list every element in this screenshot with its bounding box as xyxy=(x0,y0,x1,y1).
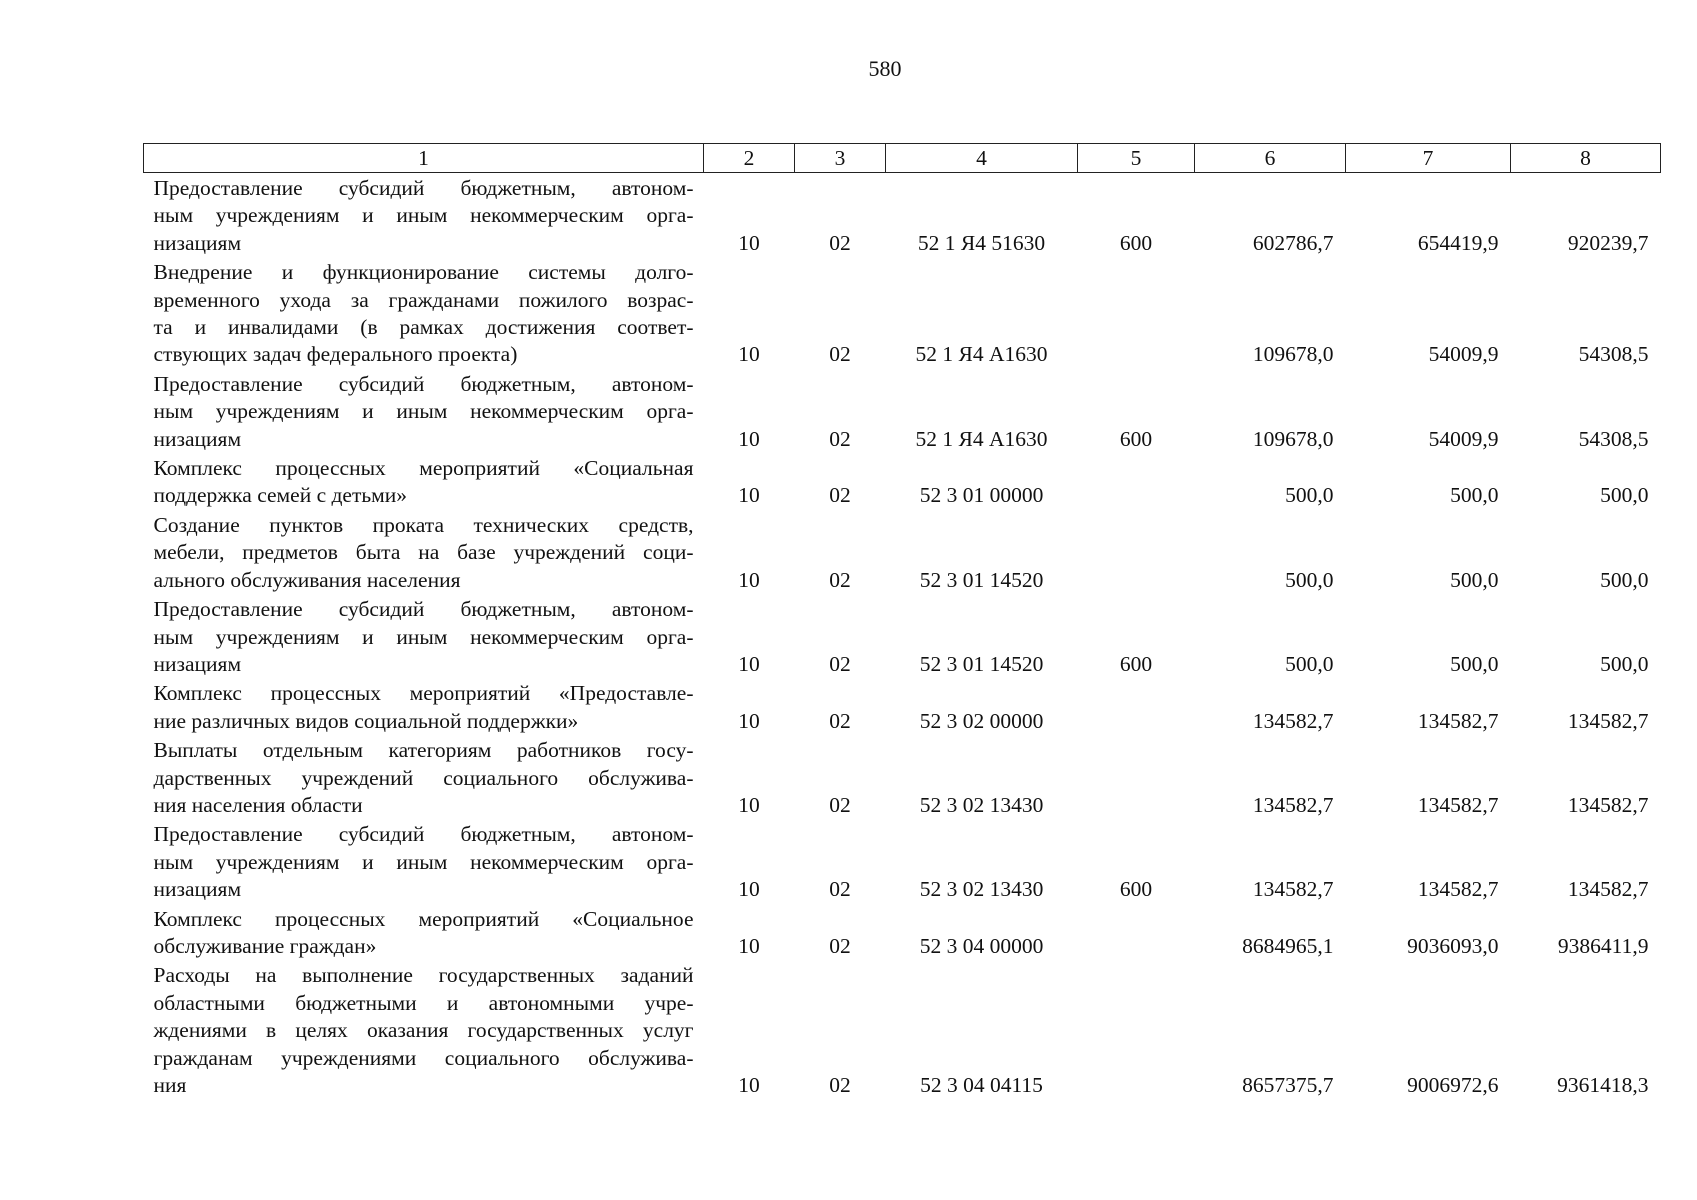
expense-type-code xyxy=(1078,960,1195,1099)
budget-table xyxy=(143,143,1661,1099)
row-name xyxy=(144,369,704,453)
subsection-code: 02 xyxy=(829,651,851,676)
target-article-code: 52 3 01 00000 xyxy=(919,483,1044,508)
amount-year-2: 54009,9 xyxy=(1428,426,1499,451)
header-cell-2: 2 xyxy=(704,144,795,173)
target-article-code: 52 3 01 14520 xyxy=(919,651,1044,676)
table-row xyxy=(144,594,1661,678)
amount-year-2: 654419,9 xyxy=(1417,230,1499,255)
amount-year-2: 134582,7 xyxy=(1417,877,1499,902)
expense-type-code xyxy=(1078,453,1195,510)
amount-year-1: 134582,7 xyxy=(1252,708,1334,733)
expense-type-code: 600 xyxy=(1119,651,1153,676)
subsection-code: 02 xyxy=(829,877,851,902)
page-number: 580 xyxy=(868,56,902,81)
amount-year-3: 134582,7 xyxy=(1567,877,1649,902)
row-name-line: Предоставление субсидий бюджетным, автоном- xyxy=(153,371,694,396)
row-name xyxy=(144,735,704,819)
row-name xyxy=(144,173,704,258)
section-code: 10 xyxy=(738,792,760,817)
target-article-code: 52 3 02 13430 xyxy=(919,877,1044,902)
row-name-line: Предоставление субсидий бюджетным, автоном- xyxy=(153,822,694,847)
amount-year-2: 9036093,0 xyxy=(1407,933,1499,958)
subsection-code: 02 xyxy=(829,567,851,592)
row-name-line: ального обслуживания населения xyxy=(153,567,461,592)
subsection-code: 02 xyxy=(829,342,851,367)
row-name-line: ние различных видов социальной поддержки» xyxy=(153,708,579,733)
section-code: 10 xyxy=(738,426,760,451)
amount-year-1: 500,0 xyxy=(1285,567,1334,592)
amount-year-1: 134582,7 xyxy=(1252,877,1334,902)
target-article-code: 52 3 04 04115 xyxy=(920,1073,1043,1097)
row-name-line: мебели, предметов быта на базе учреждений соци- xyxy=(153,540,694,565)
row-name-line: областными бюджетными и автономными учре- xyxy=(153,990,694,1015)
row-name-line: Комплекс процессных мероприятий «Социальное xyxy=(153,906,694,931)
row-name-line: ждениями в целях оказания государственных услуг xyxy=(153,1018,694,1043)
row-name-line: гражданам учреждениями социального обслужива- xyxy=(153,1045,694,1070)
amount-year-1: 8657375,7 xyxy=(1242,1073,1334,1097)
header-cell-1: 1 xyxy=(144,144,704,173)
row-name-line: ния xyxy=(153,1073,187,1097)
amount-year-2: 134582,7 xyxy=(1417,792,1499,817)
row-name-line: обслуживание граждан» xyxy=(153,933,377,958)
section-code: 10 xyxy=(738,877,760,902)
header-cell-7: 7 xyxy=(1346,144,1511,173)
section-code: 10 xyxy=(738,651,760,676)
amount-year-3: 500,0 xyxy=(1600,651,1649,676)
amount-year-1: 109678,0 xyxy=(1252,342,1334,367)
expense-type-code xyxy=(1078,257,1195,369)
header-cell-8: 8 xyxy=(1511,144,1661,173)
amount-year-2: 500,0 xyxy=(1450,483,1499,508)
expense-type-code xyxy=(1078,735,1195,819)
subsection-code: 02 xyxy=(829,933,851,958)
table-row xyxy=(144,510,1661,594)
row-name xyxy=(144,453,704,510)
amount-year-2: 9006972,6 xyxy=(1407,1073,1499,1097)
section-code: 10 xyxy=(738,1073,760,1097)
row-name-line: Создание пунктов проката технических средств, xyxy=(153,512,694,537)
row-name-line: Расходы на выполнение государственных заданий xyxy=(153,963,694,988)
target-article-code: 52 1 Я4 А1630 xyxy=(915,342,1048,367)
row-name-line: ным учреждениям и иным некоммерческим орга- xyxy=(153,624,694,649)
amount-year-2: 500,0 xyxy=(1450,567,1499,592)
row-name xyxy=(144,594,704,678)
row-name-line: Внедрение и функционирование системы долго- xyxy=(153,260,694,285)
table-row xyxy=(144,819,1661,903)
amount-year-1: 109678,0 xyxy=(1252,426,1334,451)
subsection-code: 02 xyxy=(829,792,851,817)
row-name-line: та и инвалидами (в рамках достижения соответ- xyxy=(153,315,694,340)
subsection-code: 02 xyxy=(829,1073,851,1097)
row-name-line: Предоставление субсидий бюджетным, автоном- xyxy=(153,176,694,200)
amount-year-3: 134582,7 xyxy=(1567,792,1649,817)
row-name-line: Комплекс процессных мероприятий «Социальная xyxy=(153,456,694,481)
amount-year-3: 500,0 xyxy=(1600,567,1649,592)
row-name xyxy=(144,960,704,1099)
row-name xyxy=(144,257,704,369)
target-article-code: 52 3 02 00000 xyxy=(919,708,1044,733)
amount-year-3: 9361418,3 xyxy=(1557,1073,1649,1097)
table-row xyxy=(144,735,1661,819)
header-cell-5: 5 xyxy=(1078,144,1195,173)
row-name xyxy=(144,678,704,735)
expense-type-code: 600 xyxy=(1119,426,1153,451)
amount-year-3: 54308,5 xyxy=(1578,342,1649,367)
header-cell-4: 4 xyxy=(886,144,1078,173)
amount-year-1: 500,0 xyxy=(1285,651,1334,676)
row-name-line: ствующих задач федерального проекта) xyxy=(153,342,518,367)
row-name-line: Комплекс процессных мероприятий «Предоставле- xyxy=(153,681,694,706)
row-name-line: поддержка семей с детьми» xyxy=(153,483,408,508)
table-row xyxy=(144,369,1661,453)
subsection-code: 02 xyxy=(829,426,851,451)
row-name-line: ным учреждениям и иным некоммерческим орга- xyxy=(153,399,694,424)
row-name-line: низациям xyxy=(153,651,242,676)
subsection-code: 02 xyxy=(829,708,851,733)
row-name-line: низациям xyxy=(153,230,242,255)
header-row xyxy=(144,144,1661,173)
row-name-line: Выплаты отдельным категориям работников госу- xyxy=(153,738,694,763)
expense-type-code: 600 xyxy=(1119,877,1153,902)
section-code: 10 xyxy=(738,708,760,733)
table-row xyxy=(144,453,1661,510)
row-name xyxy=(144,510,704,594)
amount-year-3: 920239,7 xyxy=(1567,230,1649,255)
amount-year-3: 54308,5 xyxy=(1578,426,1649,451)
section-code: 10 xyxy=(738,230,760,255)
amount-year-3: 500,0 xyxy=(1600,483,1649,508)
section-code: 10 xyxy=(738,933,760,958)
row-name-line: дарственных учреждений социального обслужива- xyxy=(153,765,694,790)
target-article-code: 52 3 01 14520 xyxy=(919,567,1044,592)
amount-year-1: 500,0 xyxy=(1285,483,1334,508)
header-cell-3: 3 xyxy=(795,144,886,173)
expense-type-code xyxy=(1078,510,1195,594)
amount-year-2: 54009,9 xyxy=(1428,342,1499,367)
subsection-code: 02 xyxy=(829,230,851,255)
amount-year-1: 134582,7 xyxy=(1252,792,1334,817)
row-name-line: низациям xyxy=(153,426,242,451)
amount-year-2: 134582,7 xyxy=(1417,708,1499,733)
section-code: 10 xyxy=(738,567,760,592)
row-name-line: Предоставление субсидий бюджетным, автоном- xyxy=(153,597,694,622)
row-name-line: временного ухода за гражданами пожилого возрас- xyxy=(153,287,694,312)
table-row xyxy=(144,173,1661,258)
expense-type-code xyxy=(1078,678,1195,735)
target-article-code: 52 1 Я4 А1630 xyxy=(915,426,1048,451)
expense-type-code xyxy=(1078,904,1195,961)
subsection-code: 02 xyxy=(829,483,851,508)
table-header xyxy=(144,144,1661,173)
row-name-line: ным учреждениям и иным некоммерческим орга- xyxy=(153,203,694,228)
table-row xyxy=(144,904,1661,961)
amount-year-3: 134582,7 xyxy=(1567,708,1649,733)
table-body xyxy=(144,173,1661,1100)
row-name xyxy=(144,904,704,961)
target-article-code: 52 3 02 13430 xyxy=(919,792,1044,817)
amount-year-1: 8684965,1 xyxy=(1242,933,1334,958)
amount-year-2: 500,0 xyxy=(1450,651,1499,676)
amount-year-1: 602786,7 xyxy=(1252,230,1334,255)
table-row xyxy=(144,678,1661,735)
section-code: 10 xyxy=(738,483,760,508)
amount-year-3: 9386411,9 xyxy=(1557,933,1649,958)
table-row xyxy=(144,257,1661,369)
target-article-code: 52 3 04 00000 xyxy=(919,933,1044,958)
expense-type-code: 600 xyxy=(1119,230,1153,255)
row-name-line: ным учреждениям и иным некоммерческим орга- xyxy=(153,849,694,874)
row-name-line: низациям xyxy=(153,877,242,902)
table-row xyxy=(144,960,1661,1099)
target-article-code: 52 1 Я4 51630 xyxy=(917,230,1046,255)
row-name-line: ния населения области xyxy=(153,792,363,817)
header-cell-6: 6 xyxy=(1195,144,1346,173)
section-code: 10 xyxy=(738,342,760,367)
row-name xyxy=(144,819,704,903)
